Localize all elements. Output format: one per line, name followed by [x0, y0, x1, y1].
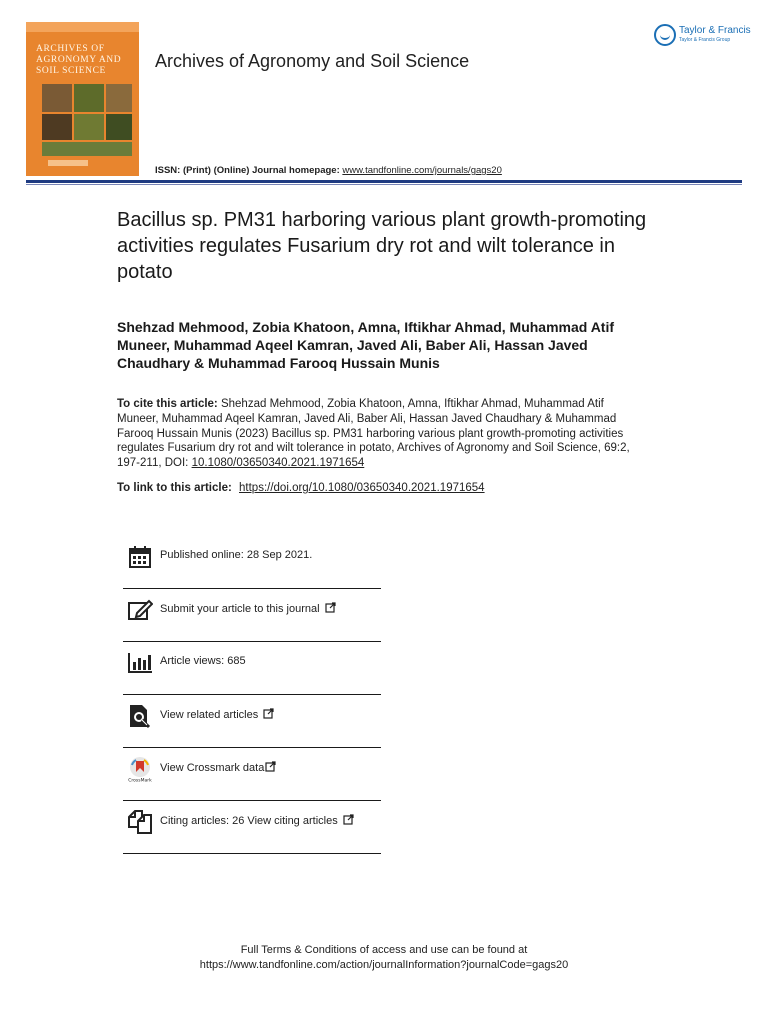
journal-cover-image [26, 22, 139, 176]
link-label: To link to this article: [117, 482, 232, 494]
journal-title[interactable]: Archives of Agronomy and Soil Science [155, 51, 470, 71]
cover-photo [74, 114, 104, 140]
header-divider [26, 180, 742, 183]
crossmark-label: View Crossmark data [160, 762, 265, 774]
published-date: Published online: 28 Sep 2021. [160, 549, 313, 561]
header-divider-thin [26, 184, 742, 185]
external-link-icon [263, 708, 274, 719]
bar-chart-icon [127, 650, 153, 676]
submit-row[interactable] [123, 589, 381, 642]
citing-articles-label: Citing articles: 26 View citing articles [160, 815, 338, 827]
cover-title-line-2: AGRONOMY AND [36, 55, 122, 65]
external-link-icon [265, 761, 276, 772]
crossmark-logo-text: CrossMark [128, 778, 152, 782]
published-row [123, 536, 381, 589]
publisher-sub: Taylor & Francis Group [679, 37, 731, 43]
cover-top-strip [26, 22, 139, 32]
citing-articles-link[interactable] [160, 814, 354, 827]
cover-photo [106, 114, 132, 140]
cover-photo [106, 84, 132, 112]
terms-footer [0, 943, 768, 972]
cover-photo [42, 142, 132, 156]
external-link-icon [325, 602, 336, 613]
publisher-name: Taylor & Francis [679, 25, 751, 36]
external-link-icon [343, 814, 354, 825]
crossmark-link[interactable] [160, 761, 276, 774]
taylor-francis-icon [654, 24, 676, 46]
cover-title-line-1: ARCHIVES OF [36, 44, 105, 54]
terms-line: Full Terms & Conditions of access and use can be found at [240, 944, 528, 956]
views-row [123, 642, 381, 695]
issn-label: ISSN: (Print) (Online) Journal homepage: [155, 165, 340, 176]
cover-photo [42, 84, 72, 112]
related-articles-label: View related articles [160, 709, 259, 721]
citation-doi-link[interactable]: 10.1080/03650340.2021.1971654 [191, 457, 365, 470]
cover-photo [74, 84, 104, 112]
cover-publisher-mark [48, 160, 88, 166]
article-meta-list [123, 536, 381, 854]
issn-line [155, 165, 502, 176]
cover-title-line-3: SOIL SCIENCE [36, 66, 106, 76]
article-link-line [117, 482, 657, 494]
citation-block [117, 397, 647, 471]
article-doi-link[interactable]: https://doi.org/10.1080/03650340.2021.1971654 [239, 482, 485, 494]
search-document-icon [127, 703, 153, 729]
cover-photo [42, 114, 72, 140]
terms-url[interactable]: https://www.tandfonline.com/action/journalInformation?journalCode=gags20 [199, 958, 569, 971]
article-authors: Shehzad Mehmood, Zobia Khatoon, Amna, Iftikhar Ahmad, Muhammad Atif Muneer, Muhammad Aqeel Kamran, Javed Ali, Baber Ali, Hassan Javed Chaudhary & Muhammad Farooq Hussain Munis [117, 319, 615, 371]
article-views: Article views: 685 [160, 655, 246, 667]
publisher-logo[interactable] [654, 22, 751, 48]
citation-text: Shehzad Mehmood, Zobia Khatoon, Amna, Iftikhar Ahmad, Muhammad Atif Muneer, Muhammad Aqeel Kamran, Javed Ali, Baber Ali, Hassan Javed Chaudhary & Muhammad Farooq Hussain Munis (2023) Bacillus sp. PM31 harboring various plant growth-promoting activities regulates Fusarium dry rot and wilt tolerance in potato, Archives of Agronomy and Soil Science, 69:2, 197-211, DOI: [117, 398, 630, 470]
citing-documents-icon [127, 809, 153, 835]
cover-title [36, 44, 132, 77]
submit-article-label: Submit your article to this journal [160, 603, 320, 615]
crossmark-row[interactable] [123, 748, 381, 801]
submit-article-link[interactable] [160, 602, 336, 615]
article-title: Bacillus sp. PM31 harboring various plant growth-promoting activities regulates Fusarium dry rot and wilt tolerance in potato [117, 209, 647, 283]
citing-row[interactable] [123, 801, 381, 854]
citation-label: To cite this article: [117, 398, 218, 410]
related-row[interactable] [123, 695, 381, 748]
related-articles-link[interactable] [160, 708, 274, 721]
crossmark-icon [127, 756, 153, 782]
edit-icon [127, 597, 153, 623]
calendar-icon [127, 544, 153, 570]
journal-homepage-link[interactable]: www.tandfonline.com/journals/gags20 [342, 165, 502, 176]
